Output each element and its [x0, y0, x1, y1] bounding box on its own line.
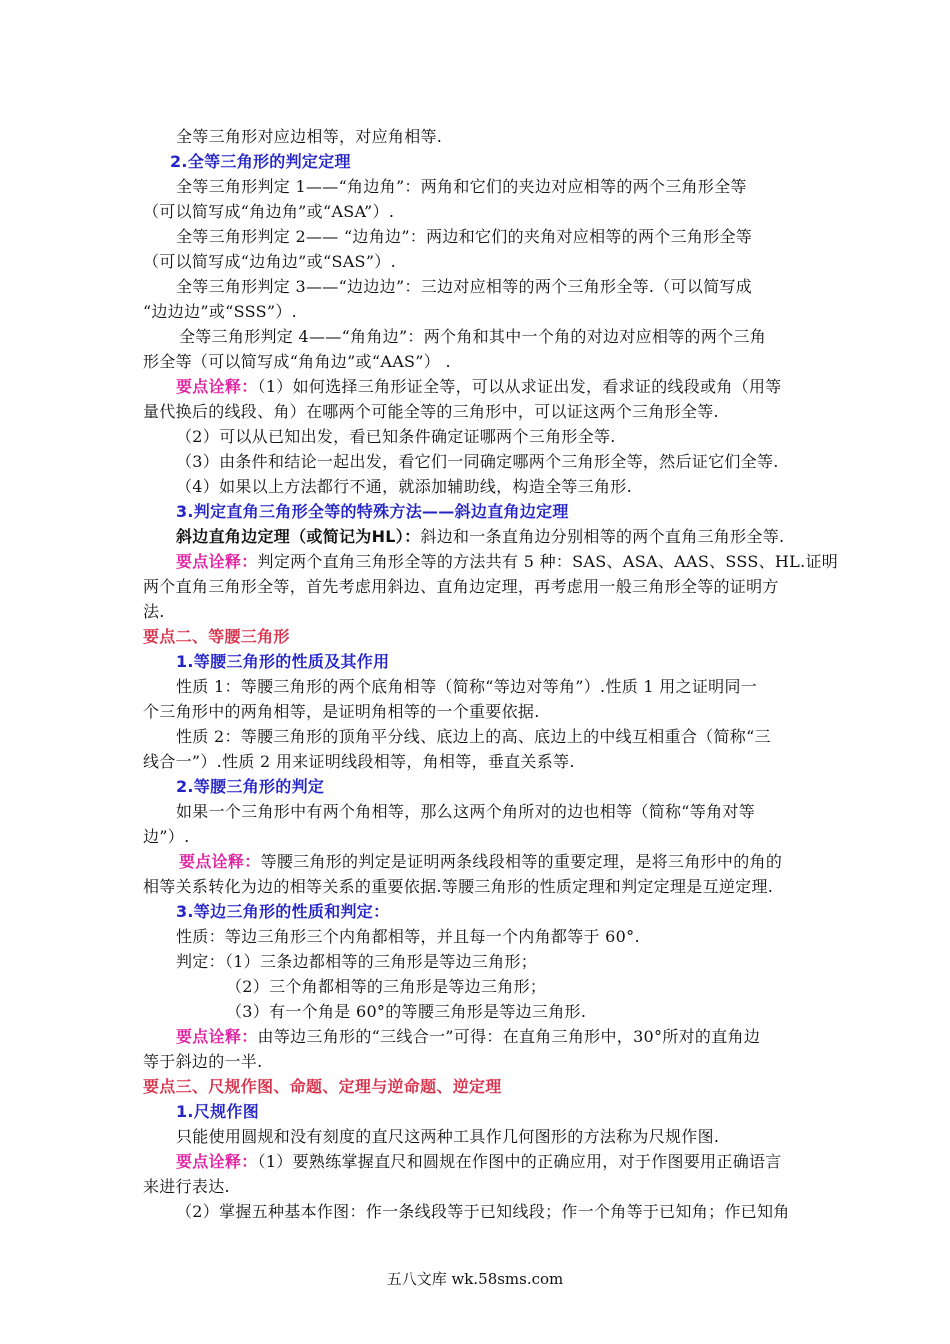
text-line: （3）由条件和结论一起出发，看它们一同确定哪两个三角形全等，然后证它们全等. — [176, 452, 779, 471]
note-label: 要点诠释： — [176, 552, 258, 571]
note-line: 要点诠释：（1）如何选择三角形证全等，可以从求证出发，看求证的线段或角（用等 — [176, 377, 782, 396]
text-line: 全等三角形判定 1——“角边角”：两角和它们的夹边对应相等的两个三角形全等 — [176, 177, 747, 196]
text-line: 全等三角形判定 3——“边边边”：三边对应相等的两个三角形全等.（可以简写成 — [176, 277, 753, 296]
text-line: 个三角形中的两角相等，是证明角相等的一个重要依据. — [143, 702, 540, 721]
note-line: 要点诠释：（1）要熟练掌握直尺和圆规在作图中的正确应用，对于作图要用正确语言 — [176, 1152, 782, 1171]
text-line: 来进行表达. — [143, 1177, 230, 1196]
text-line: 性质 2：等腰三角形的顶角平分线、底边上的高、底边上的中线互相重合（简称“三 — [176, 727, 771, 746]
text-line: “边边边”或“SSS”）. — [143, 302, 298, 321]
subsection-title: 2.等腰三角形的判定 — [176, 777, 325, 796]
note-label: 要点诠释： — [176, 1152, 258, 1171]
theorem-label: 斜边直角边定理（或简记为HL）： — [176, 527, 421, 546]
text-line: 两个直角三角形全等，首先考虑用斜边、直角边定理，再考虑用一般三角形全等的证明方 — [143, 577, 779, 596]
text-line: （可以简写成“边角边”或“SAS”）. — [143, 252, 396, 271]
text-line: 判定：（1）三条边都相等的三角形是等边三角形； — [176, 952, 538, 971]
section-heading: 要点二、等腰三角形 — [143, 627, 290, 646]
text-line: 性质：等边三角形三个内角都相等，并且每一个内角都等于 60°. — [176, 927, 640, 946]
subsection-title: 3.等边三角形的性质和判定： — [176, 902, 390, 921]
text-line: 形全等（可以简写成“角角边”或“AAS”） . — [143, 352, 451, 371]
text-line: （2）可以从已知出发，看已知条件确定证哪两个三角形全等. — [176, 427, 616, 446]
text-line: （2）三个角都相等的三角形是等边三角形； — [226, 977, 547, 996]
text-line: 全等三角形判定 2—— “边角边”：两边和它们的夹角对应相等的两个三角形全等 — [176, 227, 753, 246]
note-line: 要点诠释：判定两个直角三角形全等的方法共有 5 种：SAS、ASA、AAS、SSS、HL.证明 — [176, 552, 839, 571]
note-line: 要点诠释：由等边三角形的“三线合一”可得：在直角三角形中，30°所对的直角边 — [176, 1027, 761, 1046]
note-label: 要点诠释： — [179, 852, 261, 871]
text-line: （3）有一个角是 60°的等腰三角形是等边三角形. — [226, 1002, 587, 1021]
text-line: 法. — [143, 602, 165, 621]
note-line: 要点诠释：等腰三角形的判定是证明两条线段相等的重要定理，是将三角形中的角的 — [179, 852, 783, 871]
text-line: （可以简写成“角边角”或“ASA”）. — [143, 202, 395, 221]
text-line: 相等关系转化为边的相等关系的重要依据.等腰三角形的性质定理和判定定理是互逆定理. — [143, 877, 774, 896]
text-line: 等于斜边的一半. — [143, 1052, 263, 1071]
text-line: （4）如果以上方法都行不通，就添加辅助线，构造全等三角形. — [176, 477, 632, 496]
page-footer: 五八文库 wk.58sms.com — [386, 1270, 564, 1288]
text-line: 如果一个三角形中有两个角相等，那么这两个角所对的边也相等（简称“等角对等 — [176, 802, 755, 821]
text-line: 全等三角形判定 4——“角角边”：两个角和其中一个角的对边对应相等的两个三角 — [179, 327, 767, 346]
text-line: 线合一”）.性质 2 用来证明线段相等，角相等，垂直关系等. — [143, 752, 575, 771]
text-line: 边”）. — [143, 827, 190, 846]
text-line: 全等三角形对应边相等，对应角相等. — [176, 127, 443, 146]
subsection-title: 1.尺规作图 — [176, 1102, 260, 1121]
text-line: 量代换后的线段、角）在哪两个可能全等的三角形中，可以证这两个三角形全等. — [143, 402, 719, 421]
text-line: 性质 1：等腰三角形的两个底角相等（简称“等边对等角”）.性质 1 用之证明同一 — [176, 677, 758, 696]
section-heading: 要点三、尺规作图、命题、定理与逆命题、逆定理 — [143, 1077, 502, 1096]
theorem-line: 斜边直角边定理（或简记为HL）：斜边和一条直角边分别相等的两个直角三角形全等. — [176, 527, 785, 546]
text-line: （2）掌握五种基本作图：作一条线段等于已知线段；作一个角等于已知角；作已知角 — [176, 1202, 790, 1221]
note-label: 要点诠释： — [176, 377, 258, 396]
subsection-title: 3.判定直角三角形全等的特殊方法——斜边直角边定理 — [176, 502, 569, 521]
subsection-title: 1.等腰三角形的性质及其作用 — [176, 652, 390, 671]
text-line: 只能使用圆规和没有刻度的直尺这两种工具作几何图形的方法称为尺规作图. — [176, 1127, 720, 1146]
subsection-title: 2.全等三角形的判定定理 — [170, 152, 351, 171]
note-label: 要点诠释： — [176, 1027, 258, 1046]
